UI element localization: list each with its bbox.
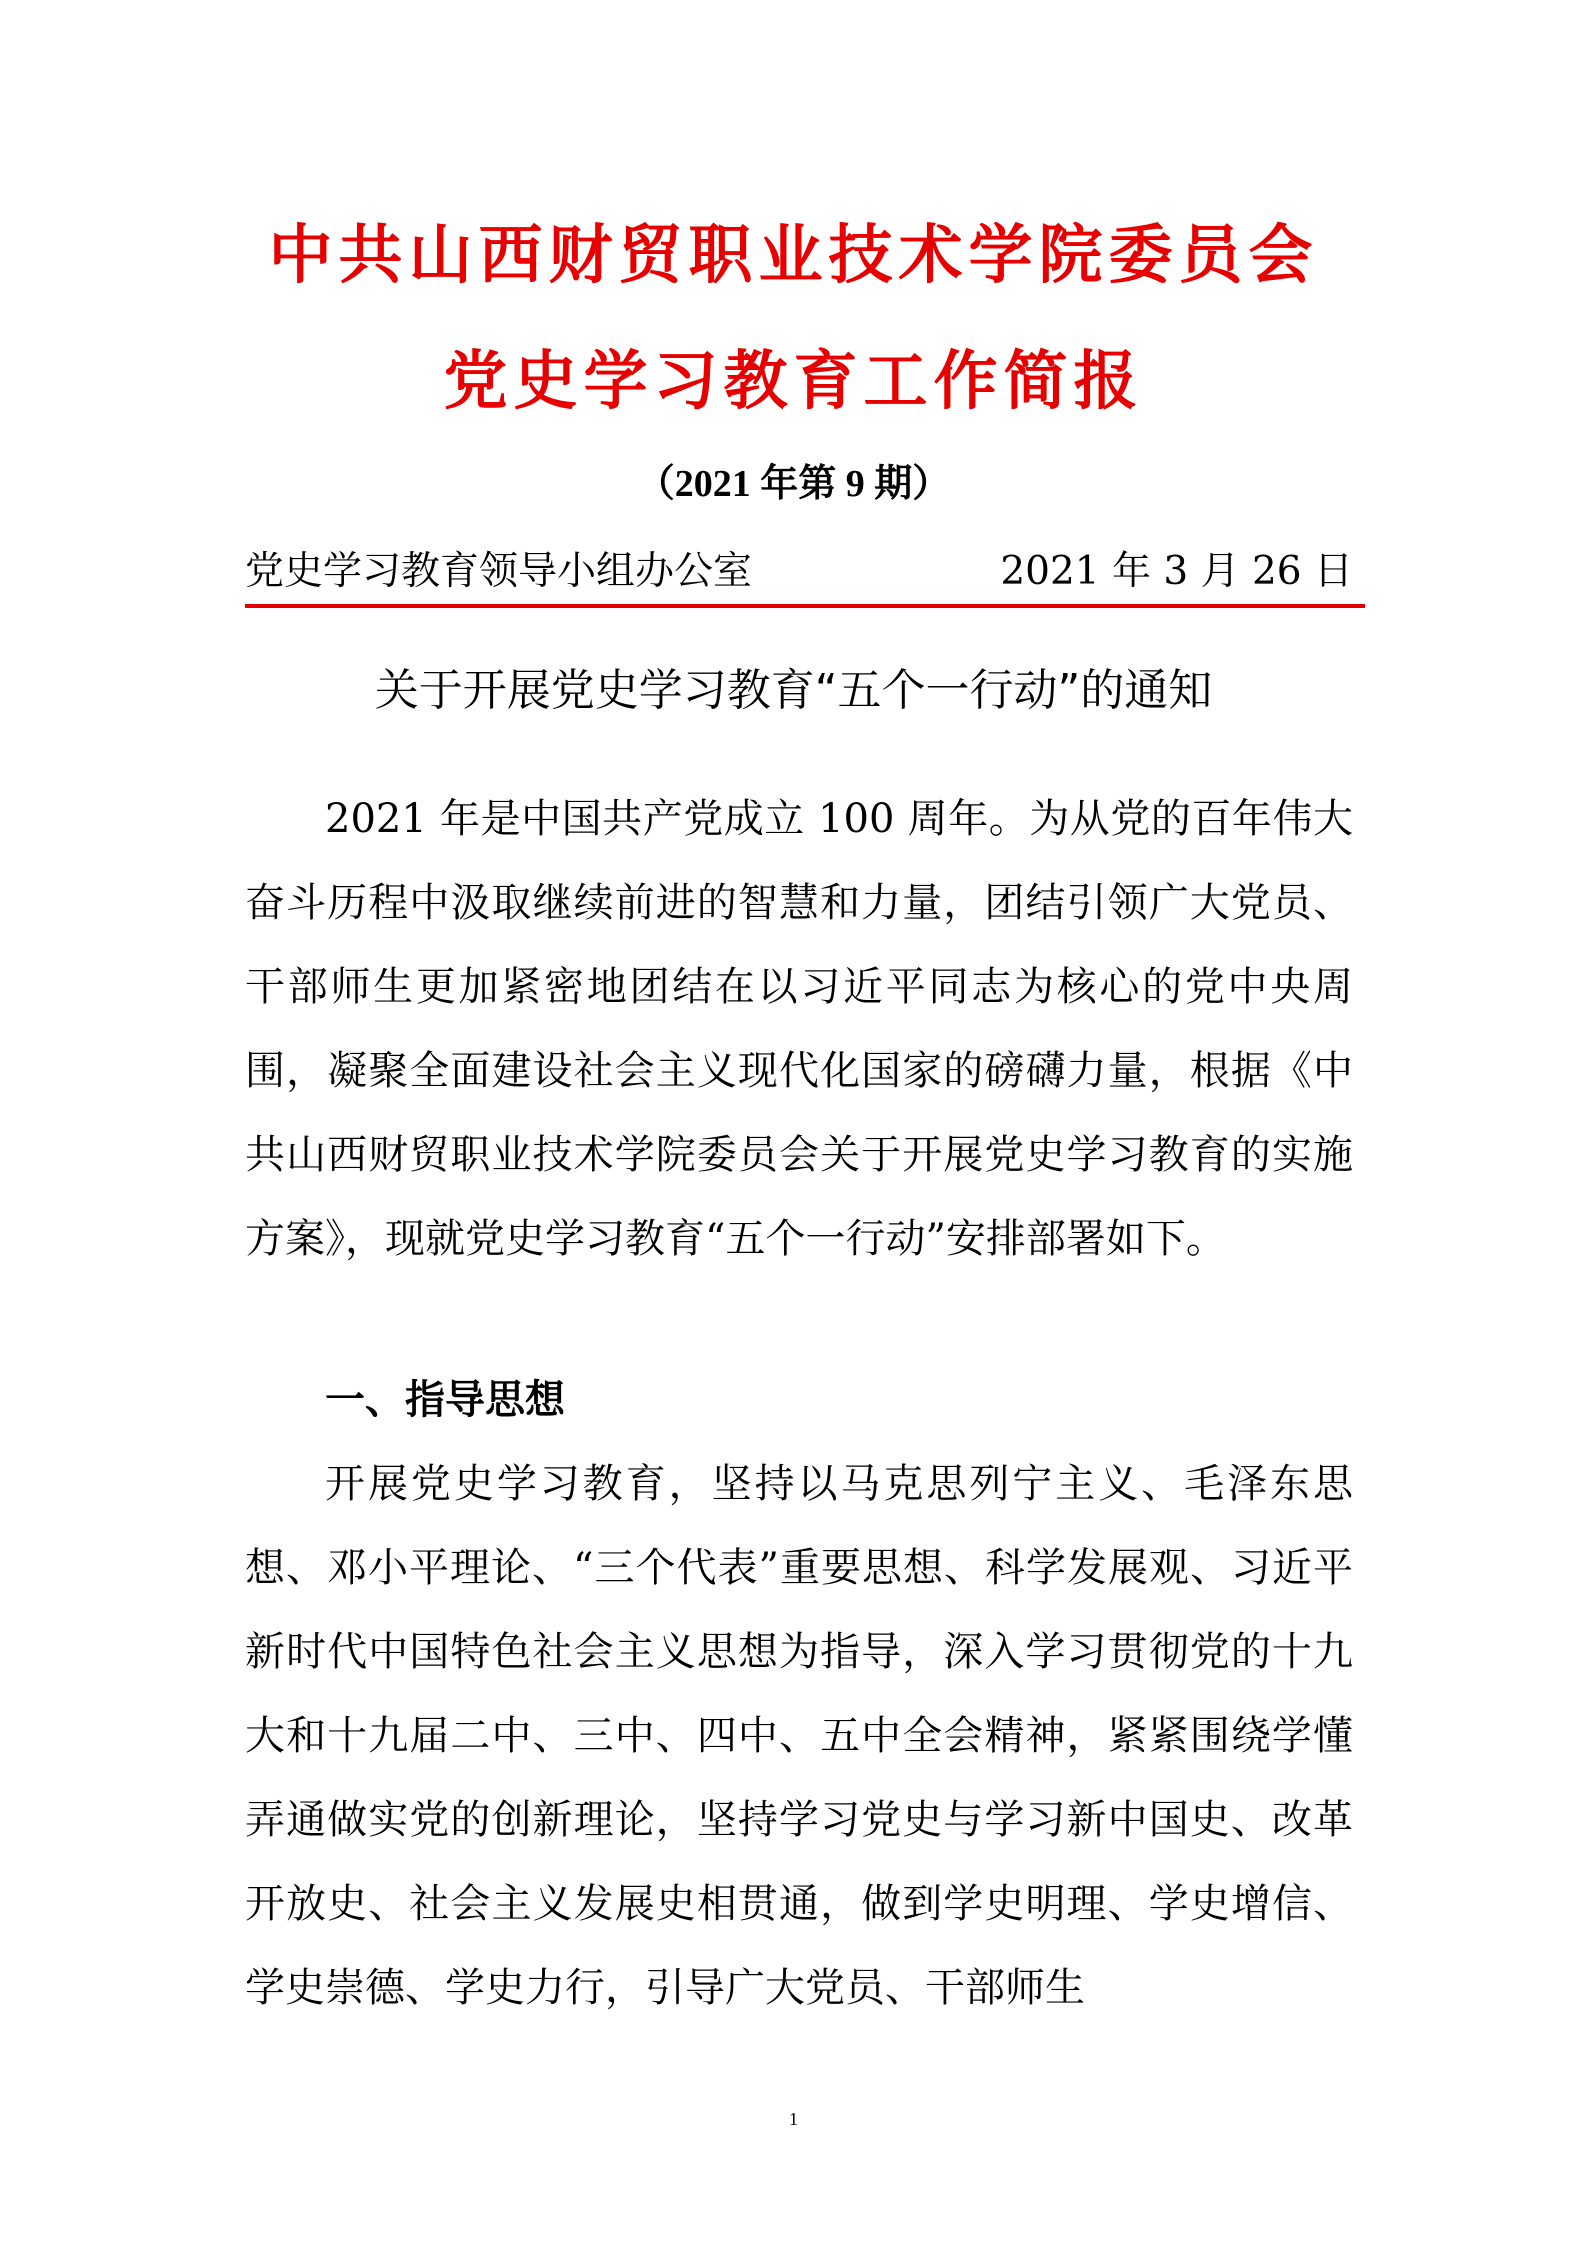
masthead-title-line-2: 党史学习教育工作简报 (443, 344, 1144, 419)
page-number: 1 (789, 2109, 798, 2129)
issuing-office: 党史学习教育领导小组办公室 (245, 549, 753, 594)
intro-paragraph: 2021 年是中国共产党成立 100 周年。为从党的百年伟大奋斗历程中汲取继续前进的智慧和力量，团结引领广大党员、干部师生更加紧密地团结在以习近平同志为核心的党中央周围，凝聚全面建设社会主义现代化国家的磅礴力量，根据《中共山西财贸职业技术学院委员会关于开展党史学习教育的实施方案》，现就党史学习教育“五个一行动”安排部署如下。 (245, 796, 1353, 1262)
guiding-ideology-paragraph: 开展党史学习教育，坚持以马克思列宁主义、毛泽东思想、邓小平理论、“三个代表”重要思想、科学发展观、习近平新时代中国特色社会主义思想为指导，深入学习贯彻党的十九大和十九届二中、三中、四中、五中全会精神，紧紧围绕学懂弄通做实党的创新理论，坚持学习党史与学习新中国史、改革开放史、社会主义发展史相贯通，做到学史明理、学史增信、学史崇德、学史力行，引导广大党员、干部师生 (245, 1461, 1353, 2011)
issue-date: 2021 年 3 月 26 日 (1000, 549, 1353, 594)
masthead-title-line-1: 中共山西财贸职业技术学院委员会 (268, 218, 1319, 293)
notice-title: 关于开展党史学习教育“五个一行动”的通知 (374, 665, 1213, 716)
issue-number: （2021 年第 9 期） (636, 463, 951, 505)
issuer-row (245, 548, 1353, 596)
section-heading-guiding-ideology: 一、指导思想 (325, 1377, 565, 1423)
red-divider-line (245, 604, 1365, 608)
